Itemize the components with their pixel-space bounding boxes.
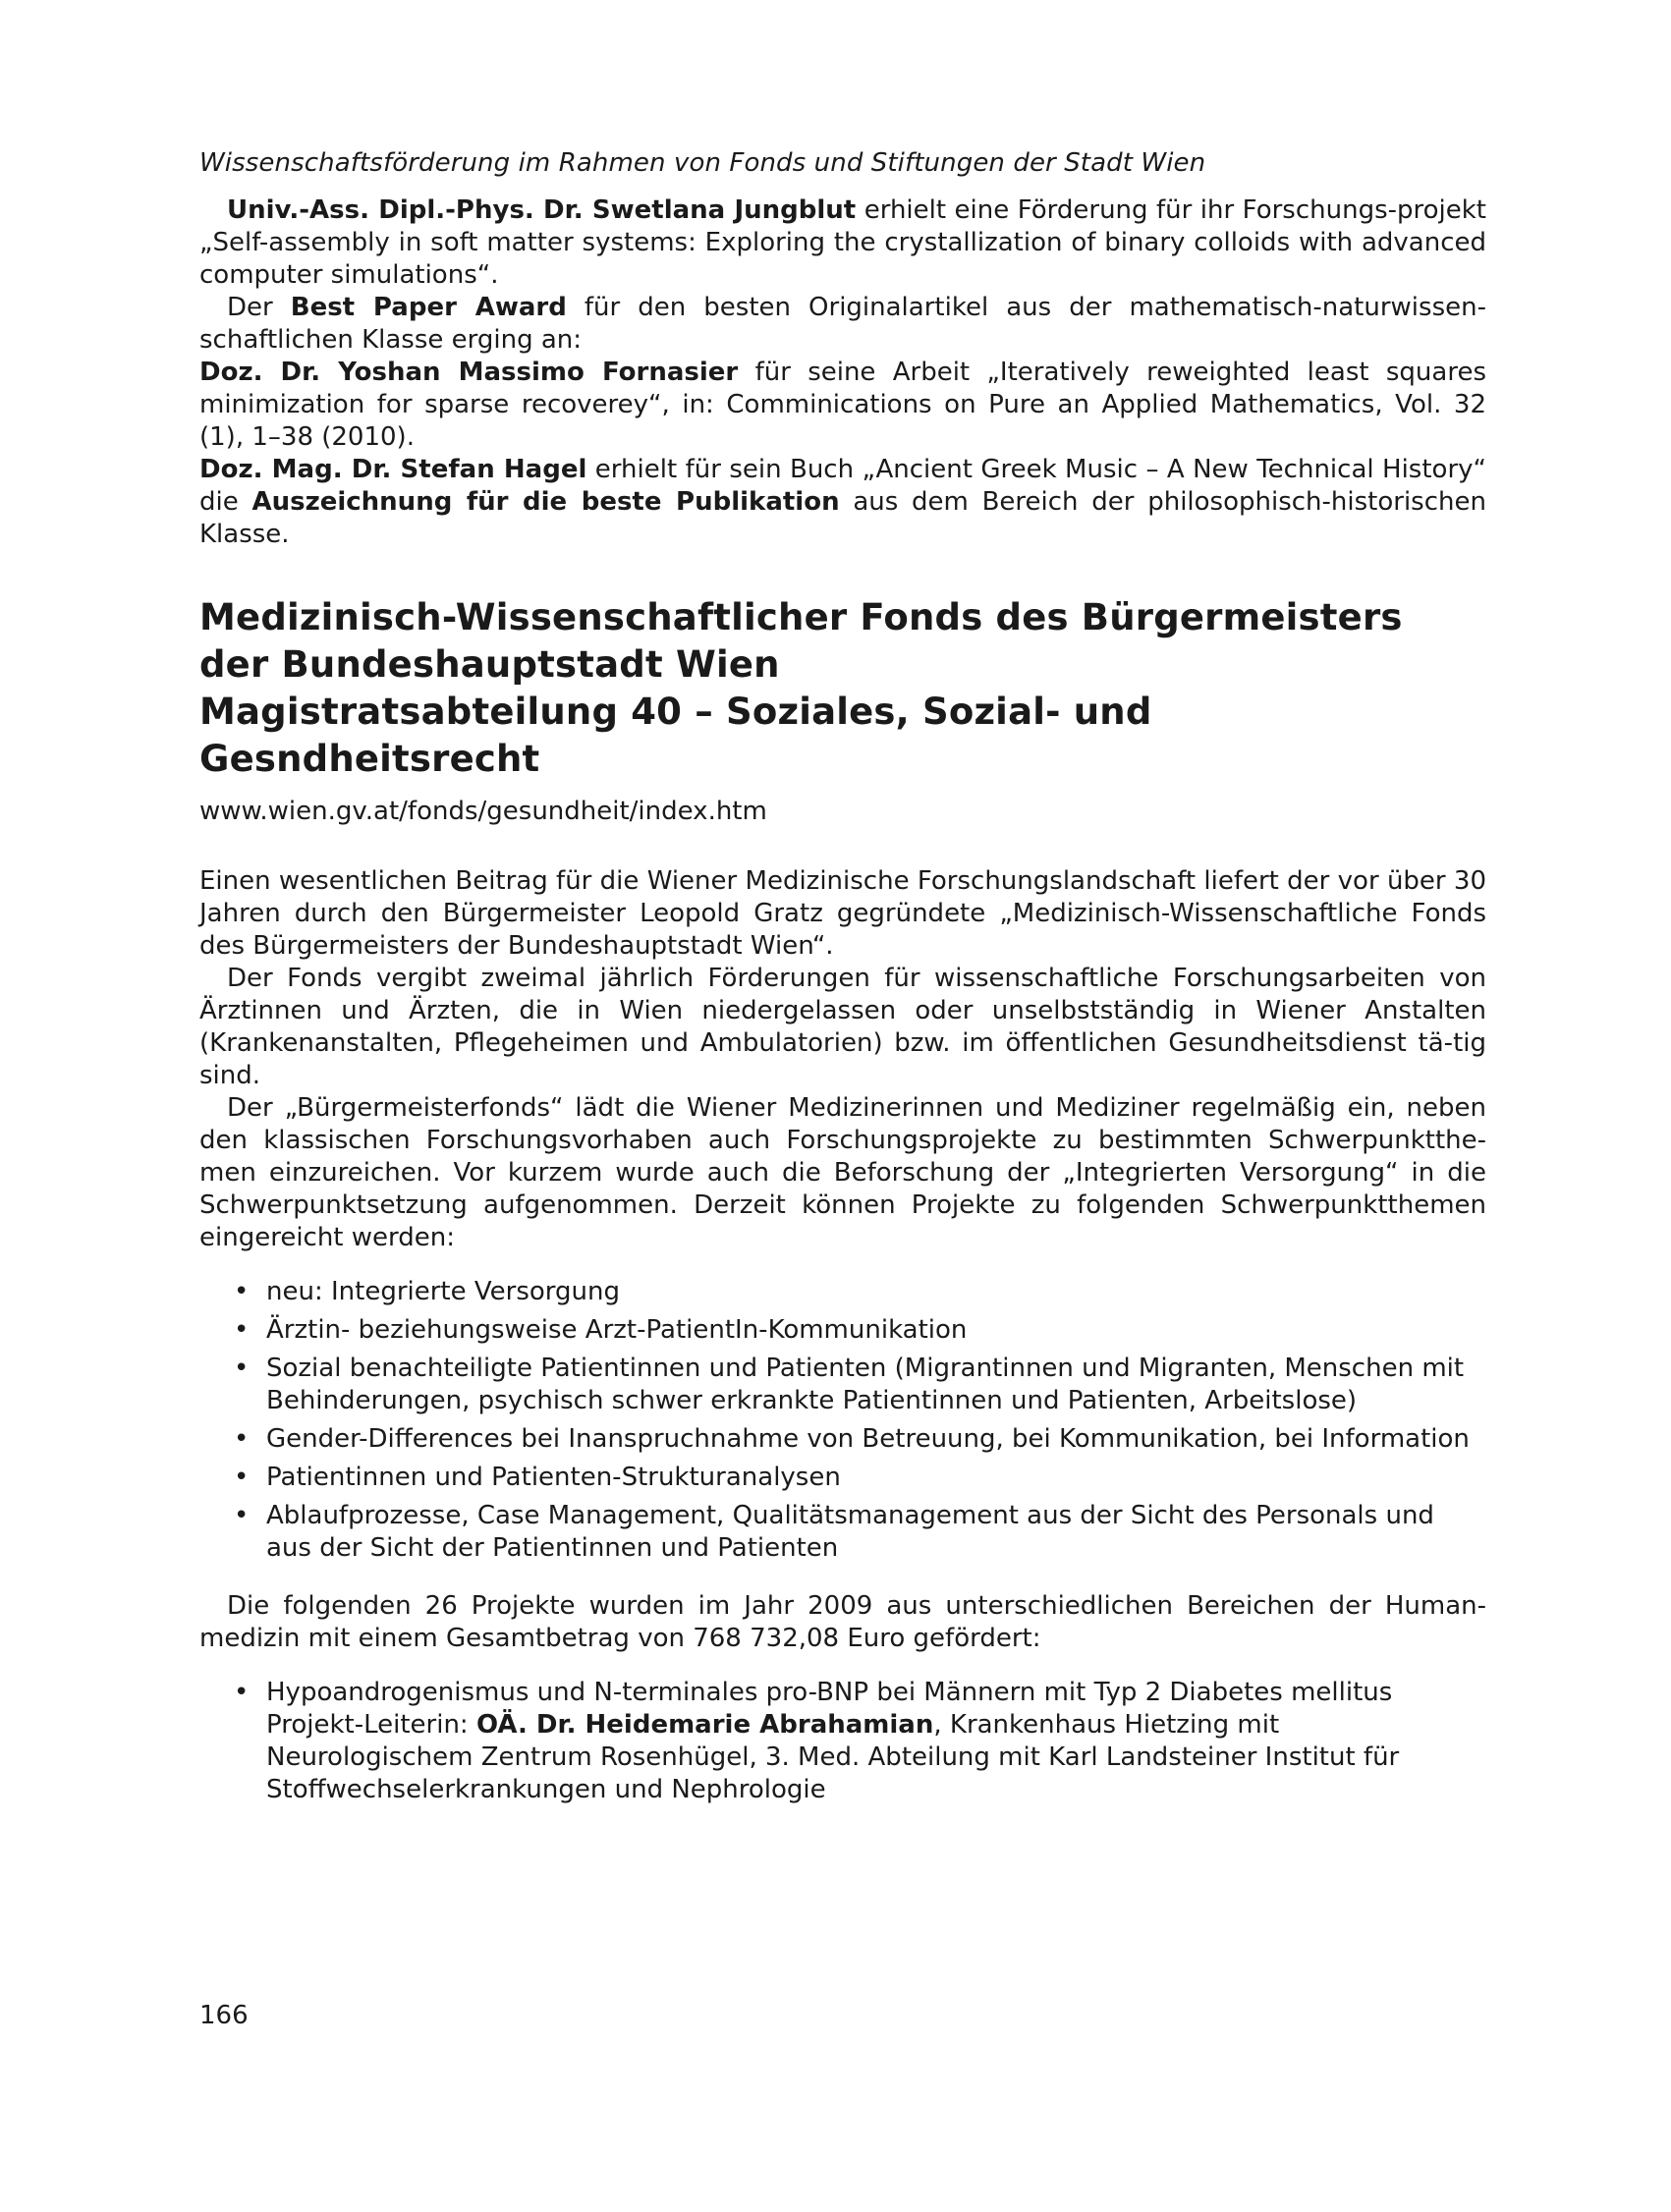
list-item: • Ablaufprozesse, Case Management, Qualitätsmanagement aus der Sicht des Personals und aus der Sicht der Patientinnen und Patienten [199,1500,1486,1565]
person-name: OÄ. Dr. Heidemarie Abrahamian [475,1710,934,1740]
page-body [199,145,1486,1812]
list-item: • Sozial benachteiligte Patientinnen und Patienten (Migrantinnen und Migranten, Menschen mit Behinderungen, psychisch schwer erkrankte Patientinnen und Patienten, Arbeitslose) [199,1353,1486,1417]
award-name: Best Paper Award [290,293,567,322]
paragraph-hagel: Doz. Mag. Dr. Stefan Hagel erhielt für sein Buch „Ancient Greek Music – A New Technical History“ die Auszeichnung für die beste Publikation aus dem Bereich der philosophisch-historischen Klasse. [199,455,1486,549]
section-url[interactable]: www.wien.gv.at/fonds/gesundheit/index.htm [199,797,767,826]
paragraph-best-paper: Der Best Paper Award für den besten Originalartikel aus der mathematisch-naturwissen-schaftlichen Klasse erging an: [199,293,1486,355]
person-name: Univ.-Ass. Dipl.-Phys. Dr. Swetlana Jungblut [227,195,857,225]
award-name: Auszeichnung für die beste Publikation [251,487,840,517]
list-item: • Ärztin- beziehungsweise Arzt-PatientIn-Kommunikation [199,1314,1486,1347]
topics-list [199,1276,1486,1565]
paragraph-fornasier: Doz. Dr. Yoshan Massimo Fornasier für seine Arbeit „Iteratively reweighted least squares minimization for sparse recoverey“, in: Comminications on Pure an Applied Mathematics, Vol. 32 (1), 1–38 (2010). [199,358,1486,452]
section-heading: Medizinisch-Wissenschaftlicher Fonds des Bürgermeisters der Bundeshauptstadt Wien Magistratsabteilung 40 – Soziales, Sozial- und Gesndheitsrecht [199,596,1403,780]
list-item: • neu: Integrierte Versorgung [199,1276,1486,1308]
person-name: Doz. Mag. Dr. Stefan Hagel [199,455,587,484]
paragraph-fonds: Der Fonds vergibt zweimal jährlich Förderungen für wissenschaftliche Forschungsarbeiten von Ärztinnen und Ärzten, die in Wien niedergelassen oder unselbstständig in Wiener Anstalten (Krankenanstalten, Pflegeheimen und Ambulatorien) bzw. im öffentlichen Gesundheitsdienst tä-tig sind. [199,964,1486,1090]
paragraph-intro: Einen wesentlichen Beitrag für die Wiener Medizinische Forschungslandschaft liefert der vor über 30 Jahren durch den Bürgermeister Leopold Gratz gegründete „Medizinisch-Wissenschaftliche Fonds des Bürgermeisters der Bundeshauptstadt Wien“. [199,866,1486,961]
paragraph-buergermeisterfonds: Der „Bürgermeisterfonds“ lädt die Wiener Medizinerinnen und Mediziner regelmäßig ein, neben den klassischen Forschungsvorhaben auch Forschungsprojekte zu bestimmten Schwerpunktthe-men einzureichen. Vor kurzem wurde auch die Beforschung der „Integrierten Versorgung“ in die Schwerpunktsetzung aufgenommen. Derzeit können Projekte zu folgenden Schwerpunktthemen eingereicht werden: [199,1093,1486,1252]
paragraph-projects: Die folgenden 26 Projekte wurden im Jahr 2009 aus unterschiedlichen Bereichen der Human-medizin mit einem Gesamtbetrag von 768 732,08 Euro gefördert: [199,1591,1486,1653]
list-item: • Patientinnen und Patienten-Strukturanalysen [199,1462,1486,1494]
project-institution: , Krankenhaus Hietzing mit Neurologischem Zentrum Rosenhügel, 3. Med. Abteilung mit Karl Landsteiner Institut für Stoffwechselerkrankungen und Nephrologie [266,1710,1400,1804]
list-item: • Gender-Differences bei Inanspruchnahme von Betreuung, bei Kommunikation, bei Information [199,1423,1486,1456]
project-title: Hypoandrogenismus und N-terminales pro-BNP bei Männern mit Typ 2 Diabetes mellitus [266,1678,1393,1707]
projects-list [199,1677,1486,1806]
person-name: Doz. Dr. Yoshan Massimo Fornasier [199,358,739,387]
list-item: • Hypoandrogenismus und N-terminales pro-BNP bei Männern mit Typ 2 Diabetes mellitus Projekt-Leiterin: OÄ. Dr. Heidemarie Abrahamian, Krankenhaus Hietzing mit Neurologischem Zentrum Rosenhügel, 3. Med. Abteilung mit Karl Landsteiner Institut für Stoffwechselerkrankungen und Nephrologie [199,1677,1486,1806]
running-head: Wissenschaftsförderung im Rahmen von Fonds und Stiftungen der Stadt Wien [199,148,1206,178]
paragraph-jungblut: Univ.-Ass. Dipl.-Phys. Dr. Swetlana Jungblut erhielt eine Förderung für ihr Forschungs-projekt „Self-assembly in soft matter systems: Exploring the crystallization of binary colloids with advanced computer simulations“. [199,195,1486,290]
page-number: 166 [199,2001,249,2030]
